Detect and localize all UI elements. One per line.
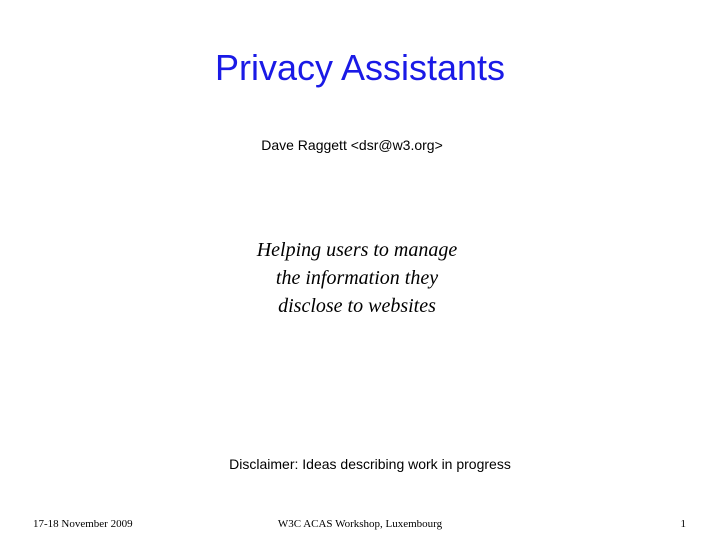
footer-event: W3C ACAS Workshop, Luxembourg — [277, 518, 443, 530]
slide-title: Privacy Assistants — [214, 47, 506, 88]
disclaimer: Disclaimer: Ideas describing work in progress — [229, 456, 511, 472]
tagline-line-1: Helping users to manage — [256, 239, 458, 261]
footer-page-number: 1 — [680, 518, 686, 530]
footer-date: 17-18 November 2009 — [33, 518, 133, 530]
tagline — [0, 236, 714, 320]
author-line: Dave Raggett <dsr@w3.org> — [261, 137, 443, 153]
tagline-line-3: disclose to websites — [278, 295, 436, 317]
tagline-line-2: the information they — [275, 267, 439, 289]
